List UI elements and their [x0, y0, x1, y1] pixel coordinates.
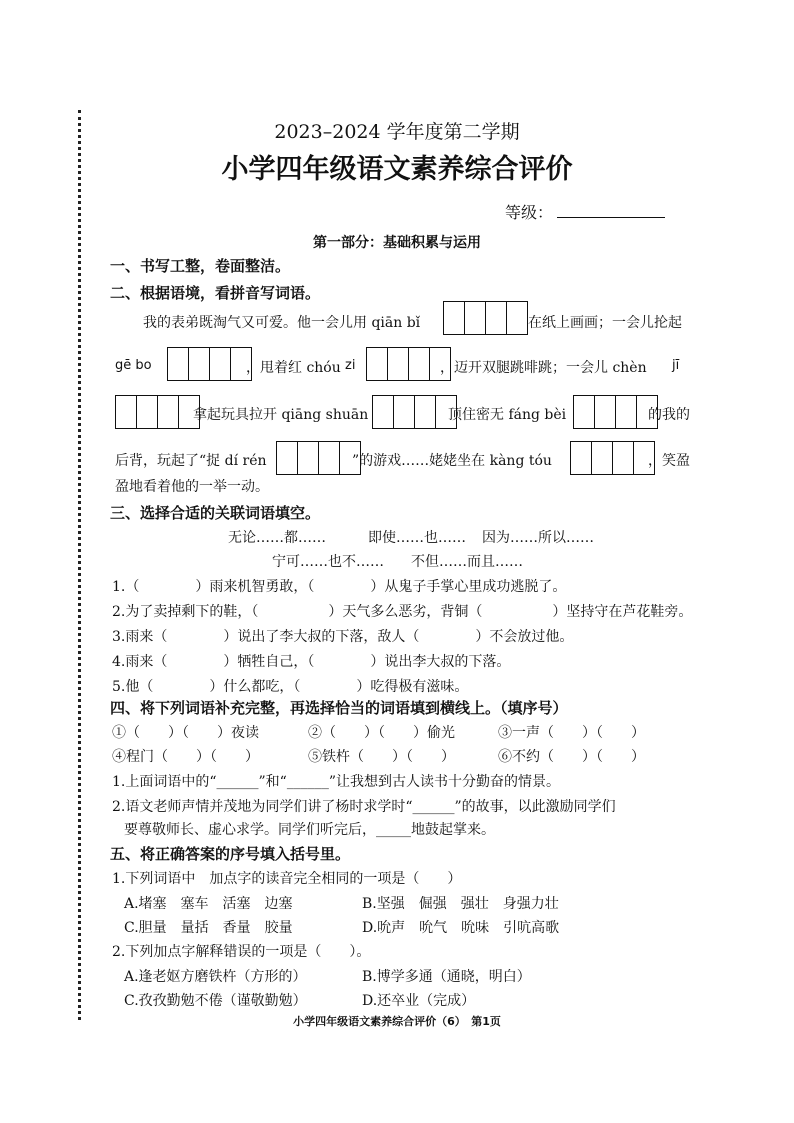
choice-5-2-d: D.还卒业（完成） [362, 993, 476, 1009]
choice-5-1-a: A.堵塞 塞车 活塞 边塞 [124, 896, 293, 912]
pinyin-line-4c: ，笑盈 [648, 453, 690, 469]
idiom-5: ⑤铁杵（ ）（ ） [308, 749, 455, 765]
part-heading: 第一部分：基础积累与运用 [313, 235, 481, 251]
question-3-4: 4.雨来（ ）牺牲自己，（ ）说出李大叔的下落。 [112, 654, 511, 670]
option-wulun: 无论……都…… [228, 530, 326, 546]
grade-blank[interactable] [557, 217, 665, 218]
section-4-title: 四、将下列词语补充完整，再选择恰当的词语填到横线上。（填序号） [110, 699, 568, 717]
section-3-title: 三、选择合适的关联词语填空。 [110, 504, 321, 522]
grade-label: 等级： [505, 203, 554, 222]
option-jishi: 即使……也…… [368, 530, 466, 546]
pinyin-line-4b: ”的游戏……姥姥坐在 kàng tóu [352, 453, 552, 469]
question-4-2a: 2.语文老师声情并茂地为同学们讲了杨时求学时“______”的故事，以此激励同学们 [112, 799, 616, 815]
choice-5-2-a: A.逢老妪方磨铁杵（方形的） [124, 969, 307, 985]
idiom-1: ①（ ）（ ）夜读 [112, 725, 259, 741]
pinyin-line-1a: 我的表弟既淘气又可爱。他一会儿用 qiān bǐ [143, 315, 421, 331]
writing-grid-fangbei[interactable] [573, 395, 658, 429]
choice-5-1-b: B.坚强 倔强 强壮 身强力壮 [362, 896, 559, 912]
choice-5-2-c: C.孜孜勤勉不倦（谨敬勤勉） [124, 993, 307, 1009]
section-1-title: 一、书写工整，卷面整洁。 [110, 257, 291, 275]
pinyin-ji: jī [672, 358, 680, 373]
choice-5-1-c: C.胆量 量括 香量 胶量 [124, 920, 293, 936]
pinyin-gebo: gē bo [115, 358, 152, 373]
page-footer: 小学四年级语文素养综合评价（6） 第1页 [293, 1015, 501, 1028]
grade-field [505, 200, 665, 223]
writing-grid-qiangshuan[interactable] [372, 395, 457, 429]
idiom-2: ②（ ）（ ）偷光 [308, 725, 455, 741]
section-5-title: 五、将正确答案的序号填入括号里。 [110, 845, 351, 863]
question-3-5: 5.他（ ）什么都吃，（ ）吃得极有滋味。 [112, 679, 469, 695]
writing-grid-chenji[interactable] [115, 395, 200, 429]
writing-grid-diren[interactable] [276, 441, 361, 475]
question-3-3: 3.雨来（ ）说出了李大叔的下落，敌人（ ）不会放过他。 [112, 629, 574, 645]
pinyin-line-2d: ，迈开双腿跳啡跳；一会儿 chèn [440, 360, 647, 376]
idiom-4: ④程门（ ）（ ） [112, 749, 259, 765]
choice-5-2-b: B.博学多通（通晓，明白） [362, 969, 531, 985]
idiom-6: ⑥不约（ ）（ ） [498, 749, 645, 765]
option-budan: 不但……而且…… [411, 554, 523, 570]
section-2-title: 二、根据语境，看拼音写词语。 [110, 284, 321, 302]
pinyin-line-1b: 在纸上画画；一会儿抡起 [528, 315, 682, 331]
question-3-1: 1.（ ）雨来机智勇敢，（ ）从鬼子手掌心里成功逃脱了。 [112, 579, 567, 595]
pinyin-line-5: 盈地看着他的一举一动。 [115, 479, 269, 495]
pinyin-line-2b: ，甩着红 chóu [246, 360, 341, 376]
semester-heading: 2023–2024 学年度第二学期 [274, 121, 520, 143]
question-4-1: 1.上面词语中的“______”和“______”让我想到古人读书十分勤奋的情景。 [112, 774, 560, 790]
pinyin-line-3b: 顶住密无 fáng bèi [448, 407, 567, 423]
writing-grid-qianbi[interactable] [443, 301, 528, 335]
question-5-2: 2.下列加点字解释错误的一项是（ ）。 [112, 944, 371, 960]
idiom-3: ③一声（ ）（ ） [498, 725, 645, 741]
pinyin-line-4a: 后背，玩起了“捉 dí rén [115, 453, 267, 469]
writing-grid-chouzi[interactable] [366, 347, 451, 381]
question-3-2: 2.为了卖掉剩下的鞋，（ ）天气多么恶劣，背铜（ ）坚持守在芦花鞋旁。 [112, 604, 693, 620]
pinyin-line-3a: 拿起玩具拉开 qiāng shuān [193, 407, 369, 423]
writing-grid-gebo[interactable] [167, 347, 252, 381]
pinyin-zi: zi [345, 358, 356, 373]
option-ningke: 宁可……也不…… [272, 554, 384, 570]
page-title: 小学四年级语文素养综合评价 [221, 154, 573, 185]
writing-grid-kangtou[interactable] [570, 441, 655, 475]
choice-5-1-d: D.吮声 吮气 吮味 引吭高歌 [362, 920, 560, 936]
pinyin-line-3c: 的我的 [648, 407, 690, 423]
option-yinwei: 因为……所以…… [482, 530, 594, 546]
question-4-2b: 要尊敬师长、虚心求学。同学们听完后，_____地鼓起掌来。 [124, 822, 495, 838]
question-5-1: 1.下列词语中 加点字的读音完全相同的一项是（ ） [112, 871, 462, 887]
